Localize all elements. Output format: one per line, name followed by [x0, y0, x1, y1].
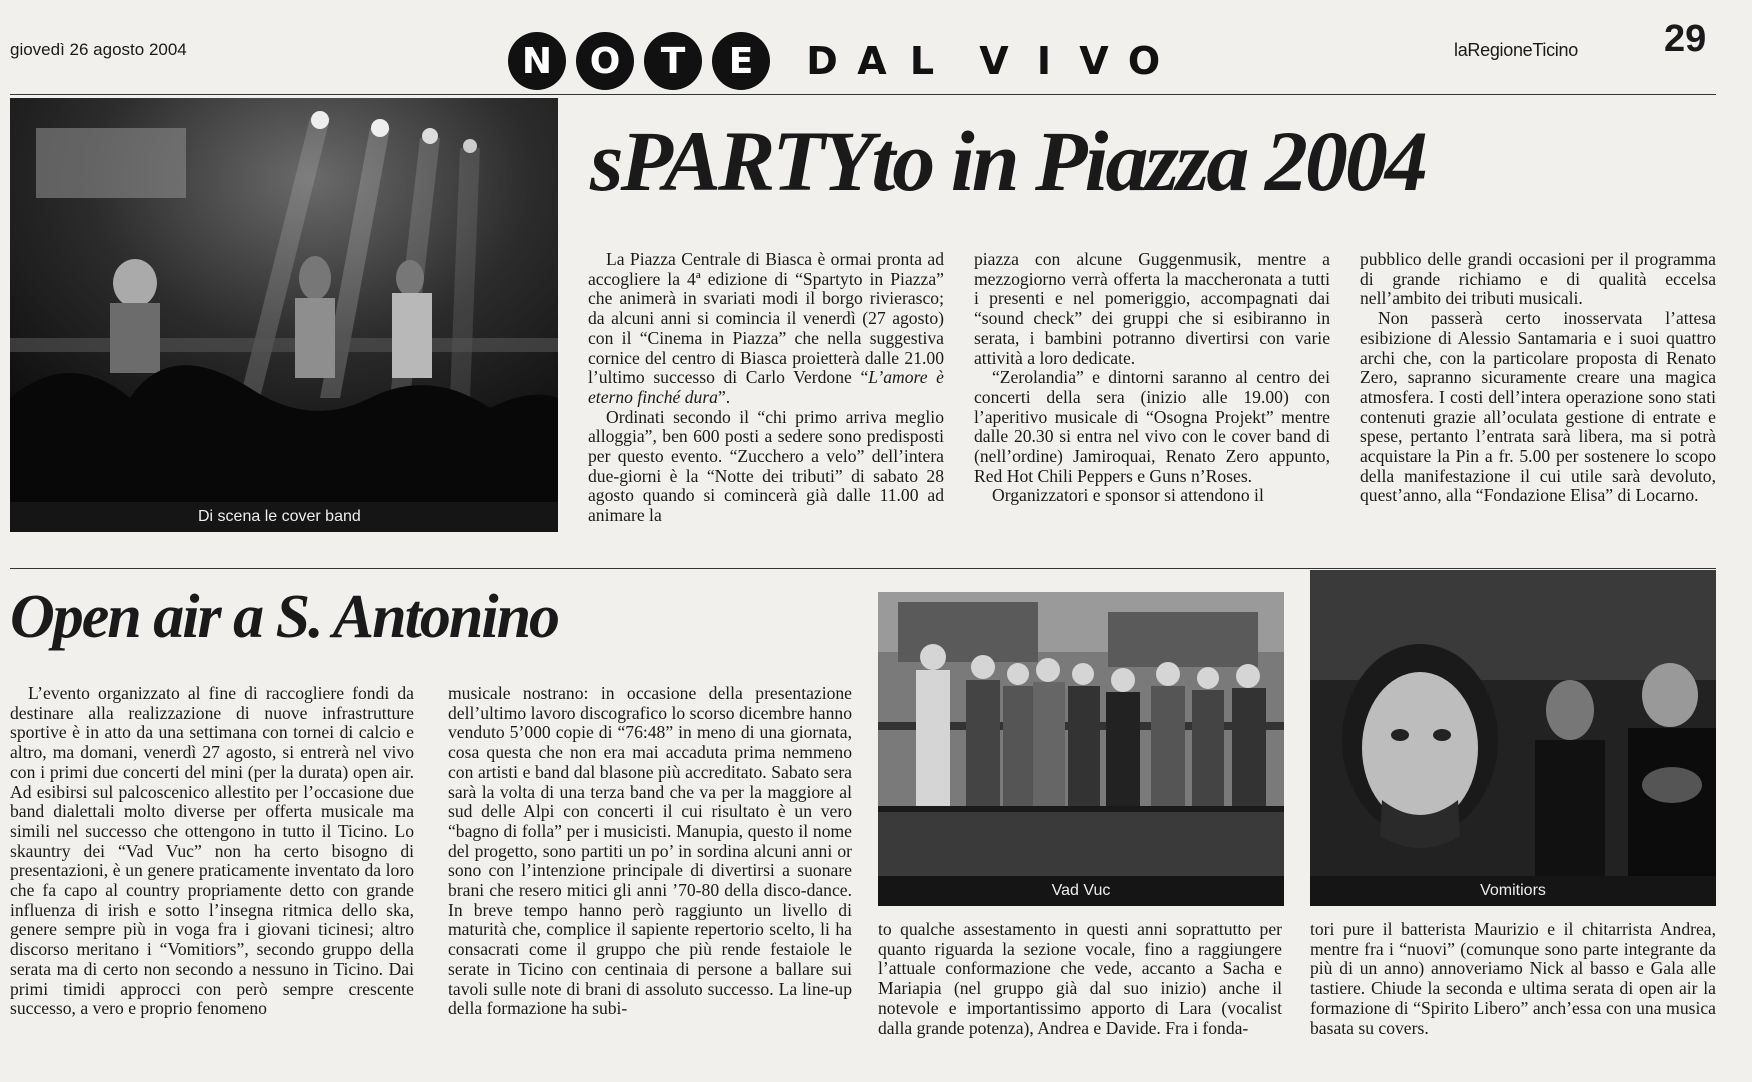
section-letter: D	[806, 39, 838, 83]
article-column	[588, 250, 944, 526]
article-paragraph: “Zerolandia” e dintorni saranno al centro dei concerti della sera (inizio alle 19.00) con l’aperitivo musicale di “Osogna Projekt” mentre dalle 20.30 si entra nel vivo con le cover band di (nell’ordine) Jamiroquai, Renato Zero appunto, Red Hot Chili Peppers e Guns n’Roses.	[974, 367, 1330, 486]
article-paragraph: piazza con alcune Guggenmusik, mentre a mezzogiorno verrà offerta la maccheronata a tutti i presenti e nel pomeriggio, accompagnati dai “sound check” dei gruppi che si esibiranno in serata, i bambini potranno divertirsi con varie attività a loro dedicate.	[974, 249, 1330, 368]
section-letter-circled: T	[644, 32, 702, 90]
newspaper-name: laRegioneTicino	[1454, 40, 1578, 60]
section-letter-circled: O	[576, 32, 634, 90]
article-paragraph: musicale nostrano: in occasione della presentazione dell’ultimo lavoro discografico lo scorso dicembre hanno venduto 5’000 copie di “76:48” in meno di una giornata, cosa questa che non era mai accaduta prima nemmeno con artisti e band dal blasone più accreditato. Sabato sera sarà la volta di una terza band che va per la maggiore al sud delle Alpi con concerti il cui risultato è un vero “bagno di folla” per i musicisti. Manupia, questo il nome del progetto, sono partiti un po’ in sordina alcuni anni or sono con l’intenzione principale di divertirsi a suonare brani che resero mitici gli anni ’70-80 della disco-dance. In breve tempo hanno però raggiunto un livello di maturità che, complice il sapiente repertorio scelto, li ha consacrati come il gruppo che più rende festaiole le serate in Ticino con centinaia di persone a ballare sui tavoli sulle note di brani di assoluto successo. La line-up della formazione ha subi-	[448, 683, 852, 1019]
article-paragraph: Non passerà certo inosservata l’attesa esibizione di Alessio Santamaria e i suoi quattro archi che, con la particolare proposta di Renato Zero, sapranno sicuramente creare una magica atmosfera. I costi dell’intera operazione sono stati contenuti grazie all’oculata gestione di entrate e spese, pertanto l’entrata sarà libera, ma si potrà acquistare la Pin a fr. 5.00 per sostenere lo scopo della manifestazione il cui utile sarà devoluto, quest’anno, alla “Fondazione Elisa” di Locarno.	[1360, 308, 1716, 506]
article-column	[974, 250, 1330, 506]
concert-stage-photo	[10, 98, 558, 532]
section-letter: O	[1127, 39, 1161, 83]
film-title: L’amore è eterno finché dura	[588, 367, 944, 407]
masthead-rule	[10, 94, 1716, 95]
article-divider	[10, 568, 1716, 569]
page-number: 29	[1664, 18, 1707, 60]
section-letter-circled: N	[508, 32, 566, 90]
photo-caption: Di scena le cover band	[10, 502, 558, 532]
paragraph-text: ”.	[717, 386, 731, 407]
photo-caption: Vad Vuc	[878, 876, 1284, 906]
article-paragraph: L’evento organizzato al fine di raccogliere fondi da destinare alla realizzazione di nuove infrastrutture sportive è in atto da una settimana con tornei di calcio e altro, ma domani, venerdì 27 agosto, si entrerà nel vivo con i primi due concerti del mini (per la durata) open air. Ad esibirsi sul palcoscenico allestito per l’occasione due band dialettali molto diverse per offerta musicale ma simili nel successo che ottengono in tutto il Ticino. Lo skauntry dei “Vad Vuc” non ha certo bisogno di presentazioni, è un genere praticamente inventato da loro che fa capo al country propriamente detto con grande influenza di irish e sotto l’insegna ritmica dello ska, genere sempre più in voga fra i giovani ticinesi; altro discorso meritano i “Vomitiors”, secondo gruppo della serata ma di certo non secondo a nessuno in Ticino. Dai primi timidi approcci con però sempre crescente successo, a vero e proprio fenomeno	[10, 683, 414, 1019]
article-headline: sPARTYto in Piazza 2004	[590, 113, 1425, 209]
article-column	[10, 684, 414, 1019]
section-letter-circled: E	[712, 32, 770, 90]
article-paragraph: pubblico delle grandi occasioni per il programma di grande richiamo e di qualità eccelsa nell’ambito dei tributi musicali.	[1360, 249, 1716, 309]
vad-vuc-band-photo	[878, 592, 1284, 906]
section-letter: I	[1036, 39, 1052, 83]
photo-caption: Vomitiors	[1310, 876, 1716, 906]
article-paragraph: Organizzatori e sponsor si attendono il	[992, 485, 1264, 506]
article-column	[448, 684, 852, 1019]
vomitiors-band-photo	[1310, 570, 1716, 906]
issue-date: giovedì 26 agosto 2004	[10, 40, 187, 59]
article-column	[1360, 250, 1716, 506]
section-letter: V	[979, 39, 1009, 83]
article-column	[1310, 920, 1716, 1038]
section-letter: L	[909, 39, 935, 83]
article-paragraph: to qualche assestamento in questi anni soprattutto per quanto riguarda la sezione vocale, fino a raggiungere l’attuale conformazione che vede, accanto a Sacha e Mariapia (nel gruppo già dal suo inizio) anche il notevole e importantissimo apporto di Lara (vocalist dalla grande potenza), Andrea e Davide. Fra i fonda-	[878, 919, 1282, 1038]
article-paragraph: Ordinati secondo il “chi primo arriva meglio alloggia”, ben 600 posti a sedere sono predisposti per questo evento. “Zucchero a velo” dell’intera due-giorni è la “Notte dei tributi” di sabato 28 agosto quando si comincerà già dalle 11.00 ad animare la	[588, 406, 944, 526]
paragraph-text: La Piazza Centrale di Biasca è ormai pronta ad accogliere la 4ª edizione di “Spartyto in Piazza” che animerà in svariati modi il borgo rivierasco; da alcuni anni si comincia il venerdì (27 agosto) con il “Cinema in Piazza” che nella suggestiva cornice del centro di Biasca proietterà dalle 21.00 l’ultimo successo di Carlo Verdone “	[588, 249, 944, 388]
article-paragraph	[588, 250, 944, 408]
section-letter: A	[857, 39, 887, 83]
article-column	[878, 920, 1282, 1038]
section-letter: V	[1079, 39, 1109, 83]
article-paragraph: tori pure il batterista Maurizio e il chitarrista Andrea, mentre fra i “nuovi” (comunque sono parte integrante da più di un anno) annoveriamo Nick al basso e Gala alle tastiere. Chiude la seconda e ultima serata di open air la formazione di “Spirito Libero” anch’essa con una musica basata su covers.	[1310, 919, 1716, 1038]
section-title	[508, 30, 1164, 92]
article-headline: Open air a S. Antonino	[10, 583, 559, 651]
